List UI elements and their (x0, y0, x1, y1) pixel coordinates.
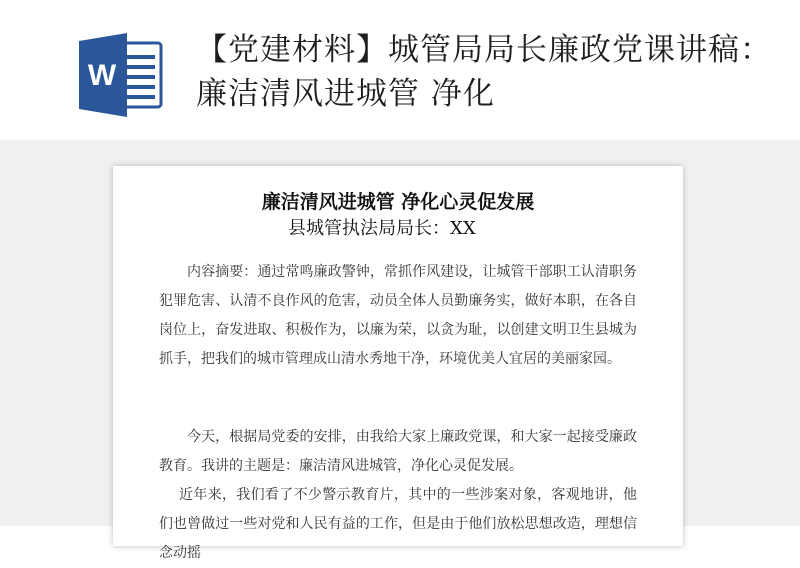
paragraph: 今天，根据局党委的安排，由我给大家上廉政党课，和大家一起接受廉政教育。我讲的主题是：廉洁清风进城管，净化心灵促发展。 (159, 429, 637, 474)
document-subtitle: 县城管执法局局长：XX (288, 218, 476, 239)
paragraph: 近年来，我们看了不少警示教育片，其中的一些涉案对象，客观地讲，他们也曾做过一些对党和人民有益的工作，但是由于他们放松思想改造，理想信念动摇 (159, 487, 637, 561)
document-page (113, 166, 683, 561)
document-title: 廉洁清风进城管 净化心灵促发展 (261, 191, 535, 213)
svg-text:W: W (87, 59, 117, 92)
page-title: 【党建材料】城管局局长廉政党课讲稿：廉洁清风进城管 净化 (196, 32, 772, 112)
paragraph: 内容摘要：通过常鸣廉政警钟，常抓作风建设，让城管干部职工认清职务犯罪危害、认清不良作风的危害，动员全体人员勤廉务实，做好本职，在各自岗位上，奋发进取、积极作为，以廉为荣，以贪为耻，以创建文明卫生县城为抓手，把我们的城市管理成山清水秀地干净，环境优美人宜居的美丽家园。 (159, 264, 637, 367)
word-icon (79, 33, 165, 117)
